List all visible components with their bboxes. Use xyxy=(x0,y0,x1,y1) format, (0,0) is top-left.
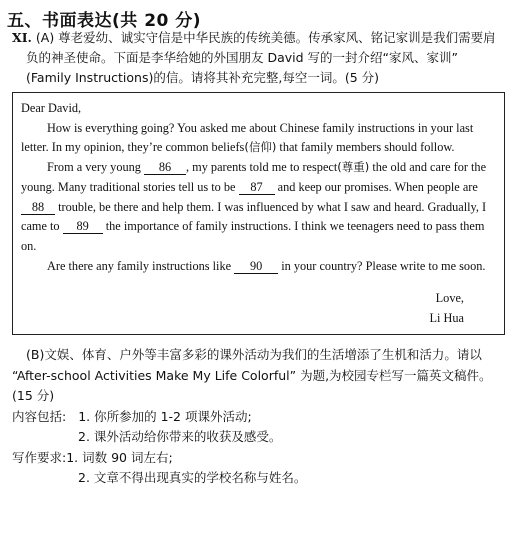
p2-chinese-note: (尊重) xyxy=(337,160,370,175)
blank-89[interactable]: 89 xyxy=(63,219,103,234)
p2-text-c: the old and care for the young. Many traditional stories tell us to be xyxy=(21,160,487,194)
blank-86[interactable]: 86 xyxy=(144,160,186,175)
writing-requirements xyxy=(12,448,510,469)
content-label: 内容包括: xyxy=(12,408,67,424)
letter-paragraph-1 xyxy=(21,119,496,158)
content-item-1: 1. 你所参加的 1-2 项课外活动; xyxy=(78,408,252,424)
blank-88[interactable]: 88 xyxy=(21,200,55,215)
letter-signature: Li Hua xyxy=(429,311,464,325)
letter-greeting: Dear David, xyxy=(21,101,82,115)
task-a-line-1 xyxy=(12,28,510,48)
letter-closing: Love, xyxy=(435,291,464,305)
blank-90[interactable]: 90 xyxy=(234,259,278,274)
letter-paragraph-2 xyxy=(21,158,496,257)
p3-text-b: in your country? Please write to me soon. xyxy=(281,258,486,273)
task-a-instructions xyxy=(12,28,510,88)
writing-label: 写作要求: xyxy=(12,449,67,465)
p1-text-b: that family members should follow. xyxy=(279,140,455,155)
task-b-intro-1: (B)文娱、体育、户外等丰富多彩的课外活动为我们的生活增添了生机和活力。请以 xyxy=(26,347,482,362)
blank-87[interactable]: 87 xyxy=(239,180,275,195)
task-a-text-1: (A) 尊老爱幼、诚实守信是中华民族的传统美德。传承家风、铭记家训是我们需要肩 xyxy=(35,30,496,45)
task-b-intro-2: “After-school Activities Make My Life Colorful” 为题,为校园专栏写一篇英文稿件。(15 分) xyxy=(12,367,492,403)
task-b-instructions xyxy=(12,345,510,489)
p2-text-b: , my parents told me to respect xyxy=(186,160,338,175)
question-number: XI. xyxy=(12,30,32,45)
content-requirements xyxy=(12,407,510,428)
p3-text-a: Are there any family instructions like xyxy=(47,258,232,273)
task-a-line-3: (Family Instructions)的信。请将其补充完整,每空一词。(5 分) xyxy=(26,70,380,85)
p2-text-f: the importance of family instructions. I think we teenagers need to pass them on. xyxy=(21,219,485,253)
letter-paragraph-3 xyxy=(21,257,496,277)
p1-chinese-note: (信仰) xyxy=(244,140,277,155)
p2-text-a: From a very young xyxy=(47,160,141,175)
writing-item-2: 2. 文章不得出现真实的学校名称与姓名。 xyxy=(78,470,307,485)
section-title: 五、书面表达(共 20 分) xyxy=(7,11,202,31)
task-a-line-2: 负的神圣使命。下面是李华给她的外国朋友 David 写的一封介绍“家风、家训” xyxy=(26,50,458,65)
p1-text-a: How is everything going? You asked me about Chinese family instructions in your last letter. In my opinion, they’re common beliefs xyxy=(21,120,474,155)
p2-text-d: and keep our promises. When people are xyxy=(277,179,478,194)
content-item-2: 2. 课外活动给你带来的收获及感受。 xyxy=(78,429,282,444)
p2-text-e: trouble, be there and help them. I was influenced by what I saw and heard. Gradually, I came to xyxy=(21,199,487,234)
letter-box xyxy=(12,92,505,335)
writing-item-1: 1. 词数 90 词左右; xyxy=(66,449,173,465)
